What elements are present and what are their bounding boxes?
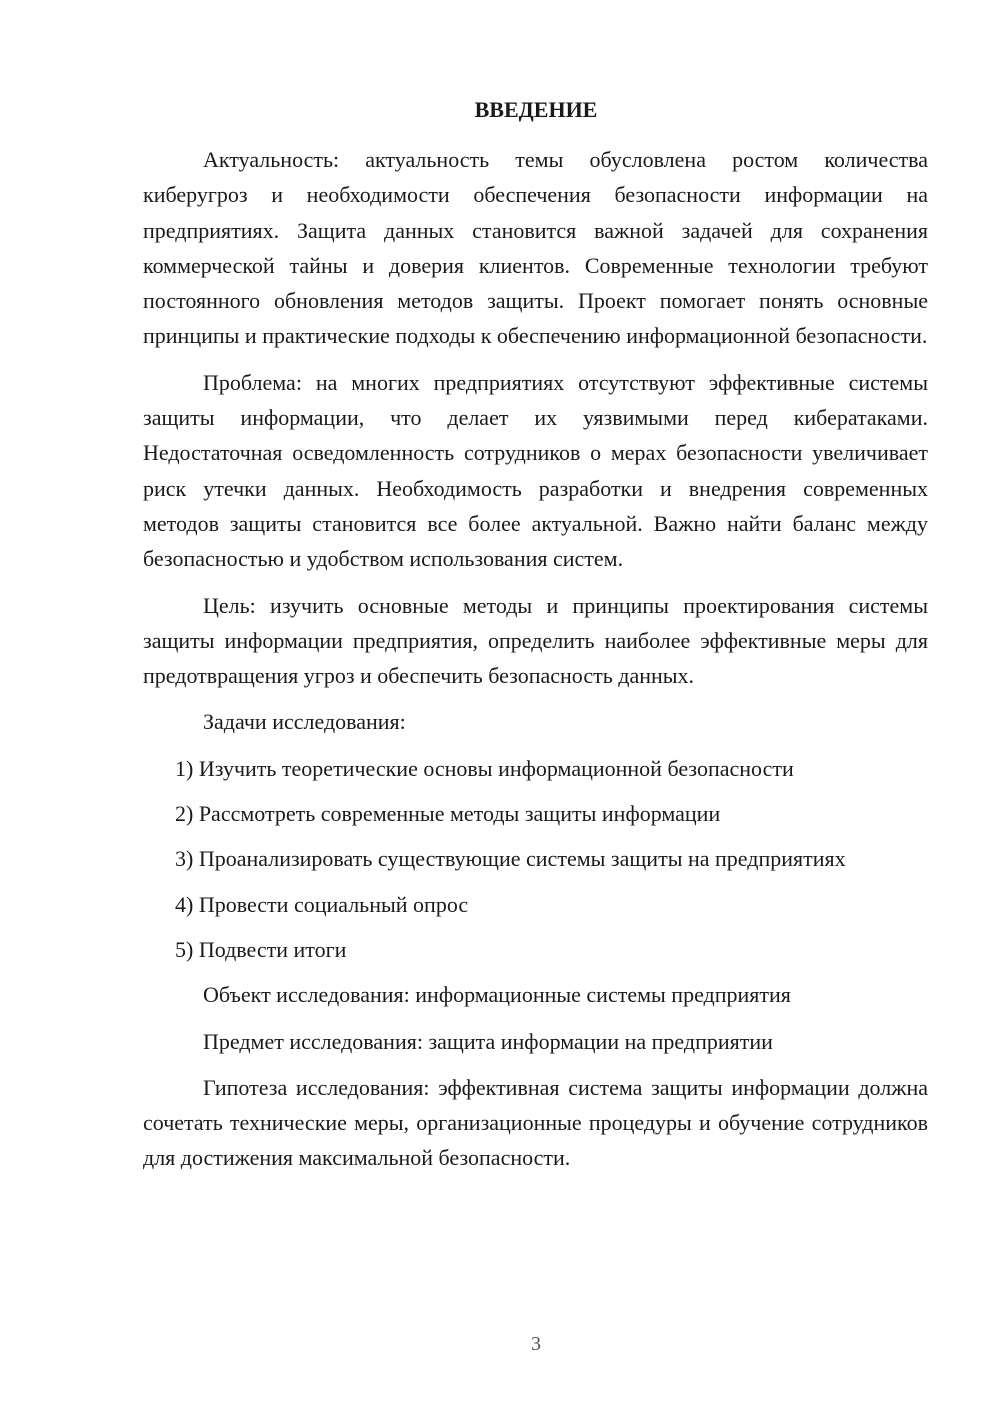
task-item-2: 2) Рассмотреть современные методы защиты информации <box>175 801 721 827</box>
paragraph-object: Объект исследования: информационные системы предприятия <box>203 982 791 1008</box>
paragraph-goal: Цель: изучить основные методы и принципы проектирования системы защиты информации предприятия, определить наиболее эффективные меры для предотвращения угроз и обеспечить безопасность данных. <box>143 592 928 689</box>
task-item-3: 3) Проанализировать существующие системы защиты на предприятиях <box>175 846 846 872</box>
tasks-heading: Задачи исследования: <box>203 709 406 735</box>
task-item-5: 5) Подвести итоги <box>175 936 347 962</box>
page-title: ВВЕДЕНИЕ <box>474 97 598 122</box>
task-item-4: 4) Провести социальный опрос <box>175 891 469 917</box>
paragraph-subject: Предмет исследования: защита информации на предприятии <box>203 1028 773 1054</box>
paragraph-hypothesis: Гипотеза исследования: эффективная система защиты информации должна сочетать технические меры, организационные процедуры и обучение сотрудников для достижения максимальной безопасности. <box>143 1074 928 1171</box>
paragraph-relevance: Актуальность: актуальность темы обусловлена ростом количества киберугроз и необходимости обеспечения безопасности информации на предприятиях. Защита данных становится важной задачей для сохранения коммерческой тайны и доверия клиентов. Современные технологии требуют постоянного обновления методов защиты. Проект помогает понять основные принципы и практические подходы к обеспечению информационной безопасности. <box>143 147 928 349</box>
page-number: 3 <box>531 1333 541 1355</box>
task-item-1: 1) Изучить теоретические основы информационной безопасности <box>175 755 794 781</box>
paragraph-problem: Проблема: на многих предприятиях отсутствуют эффективные системы защиты информации, что делает их уязвимыми перед кибератаками. Недостаточная осведомленность сотрудников о мерах безопасности увеличивает риск утечки данных. Необходимость разработки и внедрения современных методов защиты становится все более актуальной. Важно найти баланс между безопасностью и удобством использования систем. <box>143 369 928 572</box>
document-body <box>143 142 928 1187</box>
